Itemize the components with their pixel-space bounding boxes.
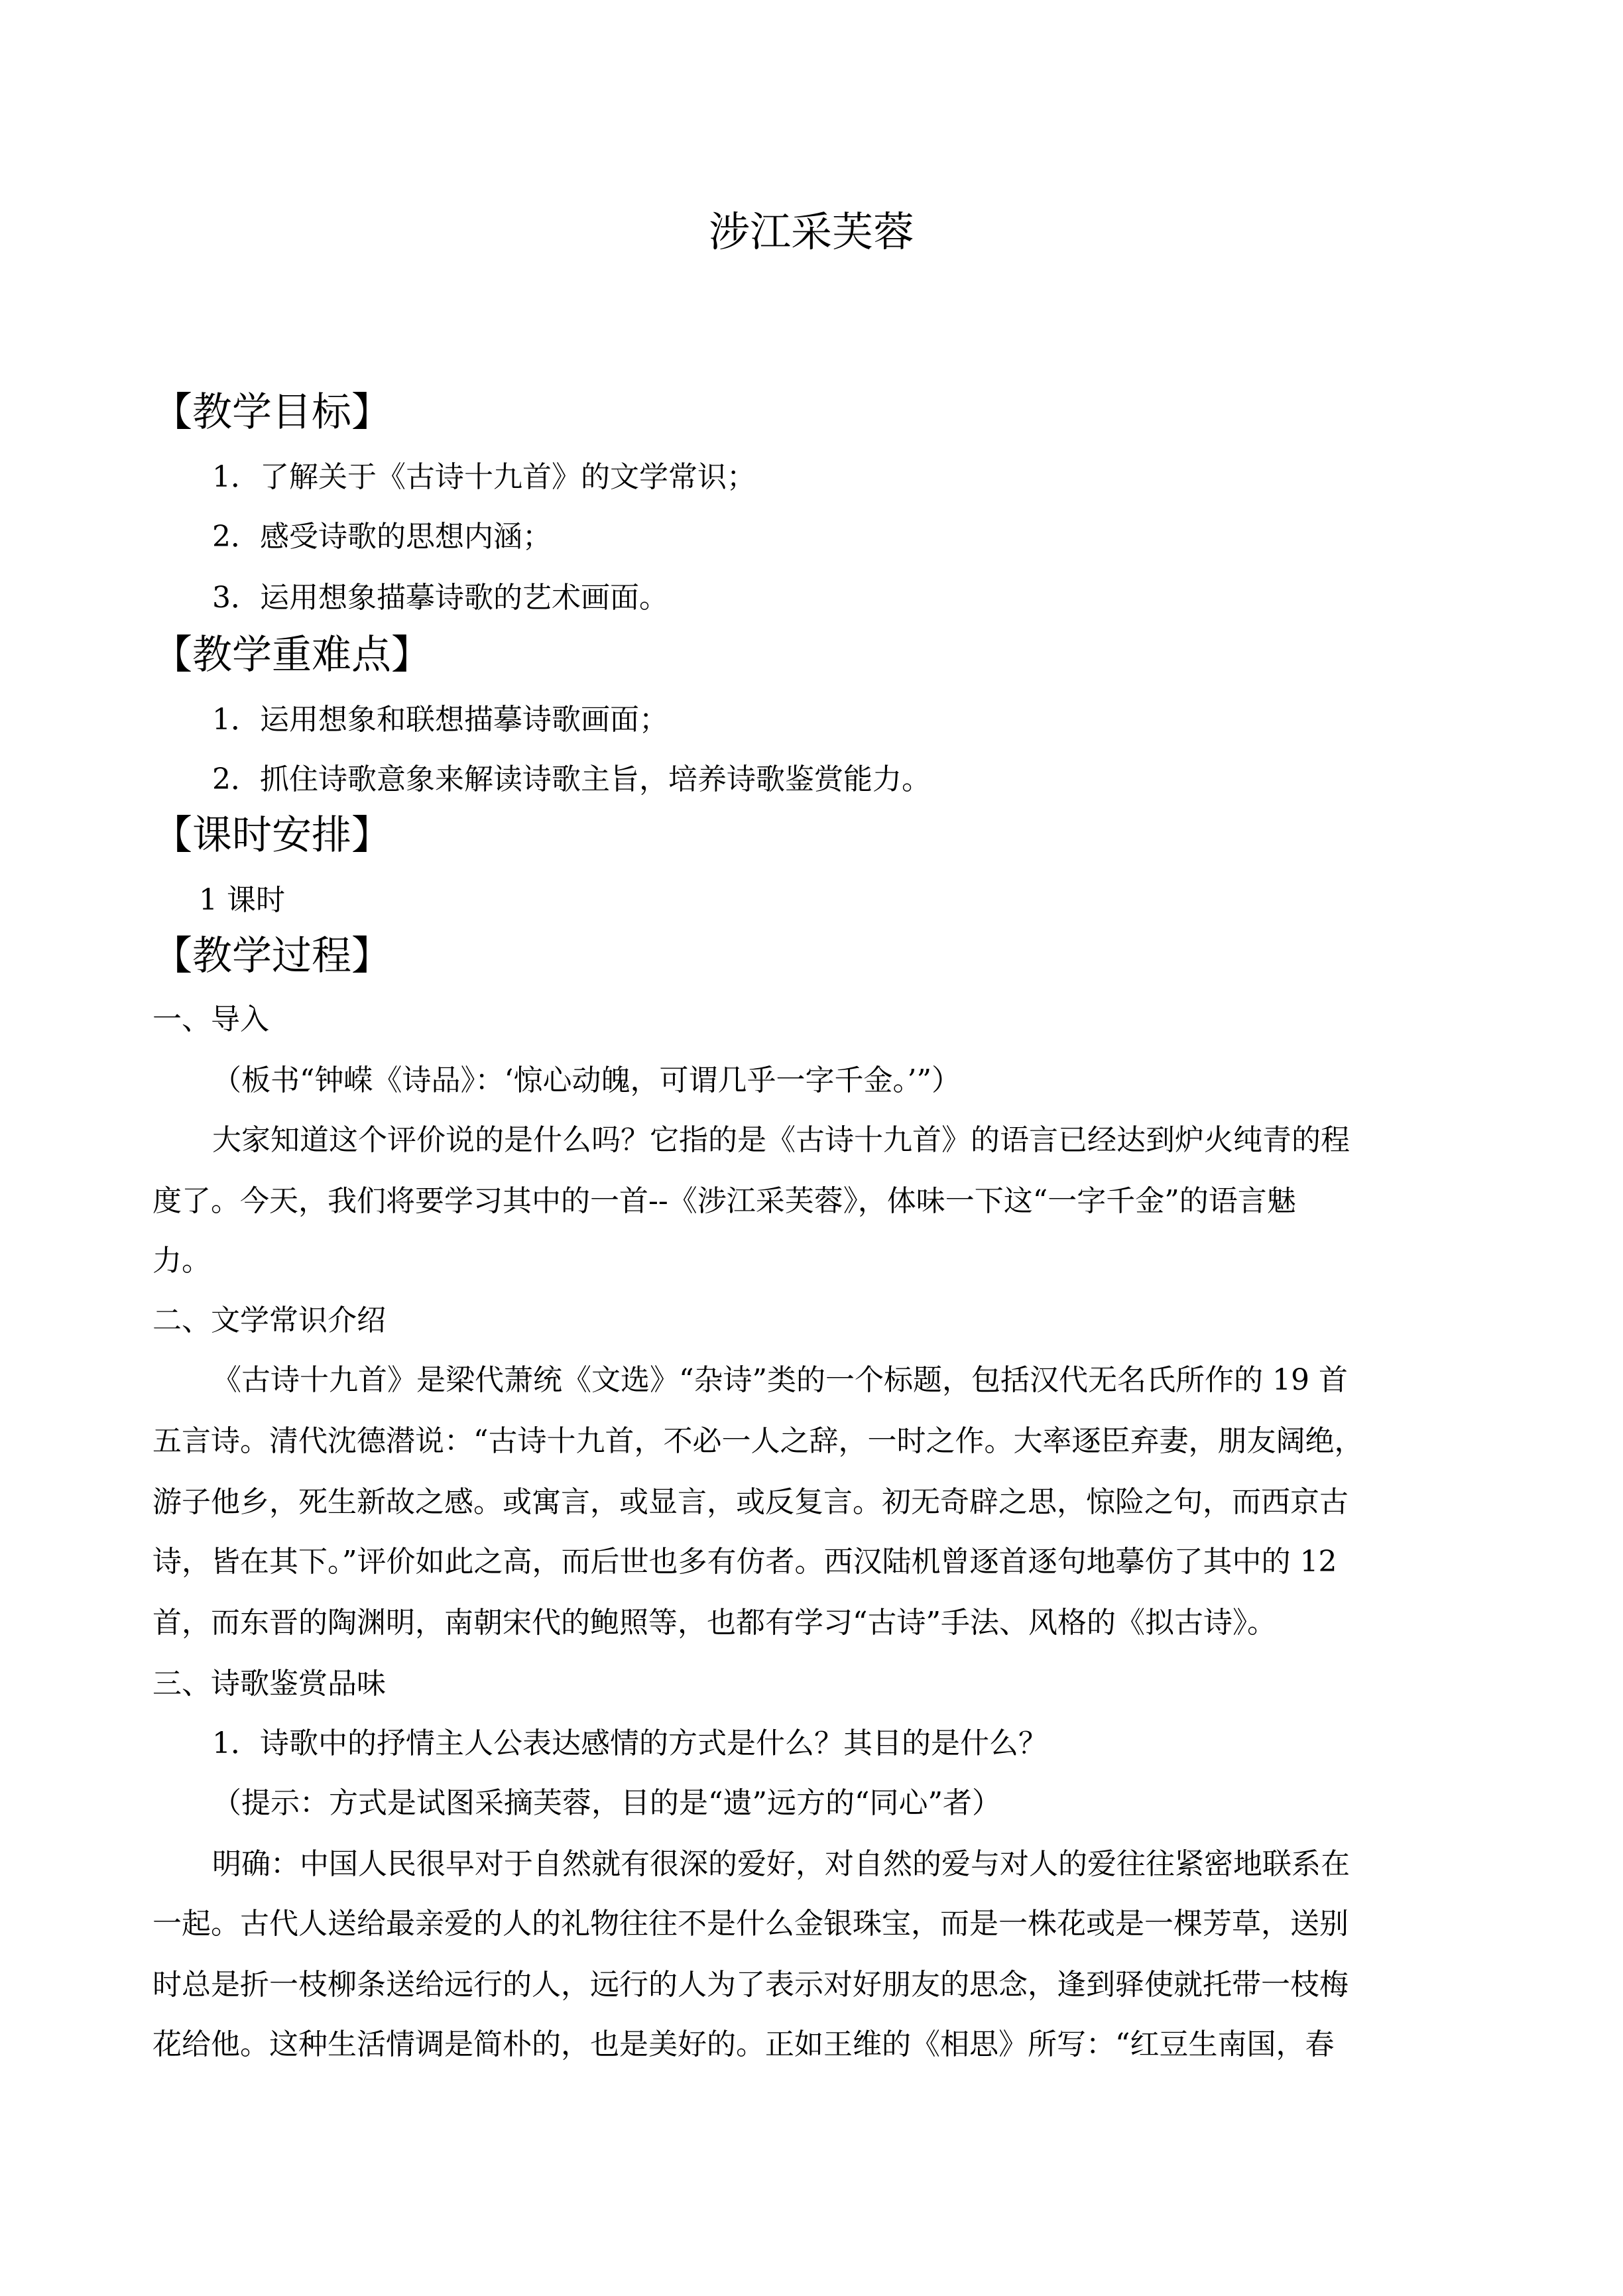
section-heading-key-points: 【教学重难点】 — [152, 632, 431, 678]
part-heading-literary-knowledge: 二、文学常识介绍 — [152, 1303, 386, 1337]
section-heading-schedule: 【课时安排】 — [152, 812, 391, 859]
intro-paragraph-line: 大家知道这个评价说的是什么吗？它指的是《古诗十九首》的语言已经达到炉火纯青的程 — [212, 1123, 1350, 1157]
document-title: 涉江采芙蓉 — [708, 208, 914, 256]
appreciation-answer-line: 时总是折一枝柳条送给远行的人，远行的人为了表示对好朋友的思念，逢到驿使就托带一枝梅 — [152, 1968, 1349, 2002]
intro-paragraph-line: 力。 — [152, 1244, 211, 1278]
part-heading-intro: 一、导入 — [152, 1002, 269, 1036]
literary-paragraph-line: 首，而东晋的陶渊明，南朝宋代的鲍照等，也都有学习“古诗”手法、风格的《拟古诗》。 — [152, 1606, 1276, 1640]
intro-board-note: （板书“钟嵘《诗品》：‘惊心动魄，可谓几乎一字千金。’”） — [212, 1063, 961, 1097]
appreciation-question: 1．诗歌中的抒情主人公表达感情的方式是什么？其目的是什么？ — [212, 1726, 1048, 1760]
objective-item: 3．运用想象描摹诗歌的艺术画面。 — [212, 581, 668, 615]
appreciation-answer-line: 明确：中国人民很早对于自然就有很深的爱好，对自然的爱与对人的爱往往紧密地联系在 — [212, 1847, 1350, 1881]
section-heading-process: 【教学过程】 — [152, 933, 391, 979]
literary-paragraph-line: 诗，皆在其下。”评价如此之高，而后世也多有仿者。西汉陆机曾逐首逐句地摹仿了其中的 12 — [152, 1545, 1337, 1579]
literary-paragraph-line: 《古诗十九首》是梁代萧统《文选》“杂诗”类的一个标题，包括汉代无名氏所作的 19 首 — [212, 1363, 1348, 1397]
section-heading-objectives: 【教学目标】 — [152, 389, 391, 436]
appreciation-answer-line: 花给他。这种生活情调是简朴的，也是美好的。正如王维的《相思》所写：“红豆生南国，春 — [152, 2027, 1335, 2061]
objective-item: 1．了解关于《古诗十九首》的文学常识； — [212, 460, 756, 494]
schedule-text: 1 课时 — [199, 883, 285, 917]
literary-paragraph-line: 五言诗。清代沈德潜说：“古诗十九首，不必一人之辞，一时之作。大率逐臣弃妻，朋友阔绝， — [152, 1424, 1364, 1458]
appreciation-hint: （提示：方式是试图采摘芙蓉，目的是“遗”远方的“同心”者） — [212, 1786, 1001, 1820]
literary-paragraph-line: 游子他乡，死生新故之感。或寓言，或显言，或反复言。初无奇辟之思，惊险之句，而西京古 — [152, 1485, 1349, 1519]
objective-item: 2．感受诗歌的思想内涵； — [212, 520, 552, 554]
key-point-item: 2．抓住诗歌意象来解读诗歌主旨，培养诗歌鉴赏能力。 — [212, 762, 931, 796]
key-point-item: 1．运用想象和联想描摹诗歌画面； — [212, 703, 668, 737]
intro-paragraph-line: 度了。今天，我们将要学习其中的一首--《涉江采芙蓉》，体味一下这“一字千金”的语言魅 — [152, 1184, 1296, 1218]
appreciation-answer-line: 一起。古代人送给最亲爱的人的礼物往往不是什么金银珠宝，而是一株花或是一棵芳草，送别 — [152, 1907, 1349, 1941]
part-heading-appreciation: 三、诗歌鉴赏品味 — [152, 1667, 386, 1701]
